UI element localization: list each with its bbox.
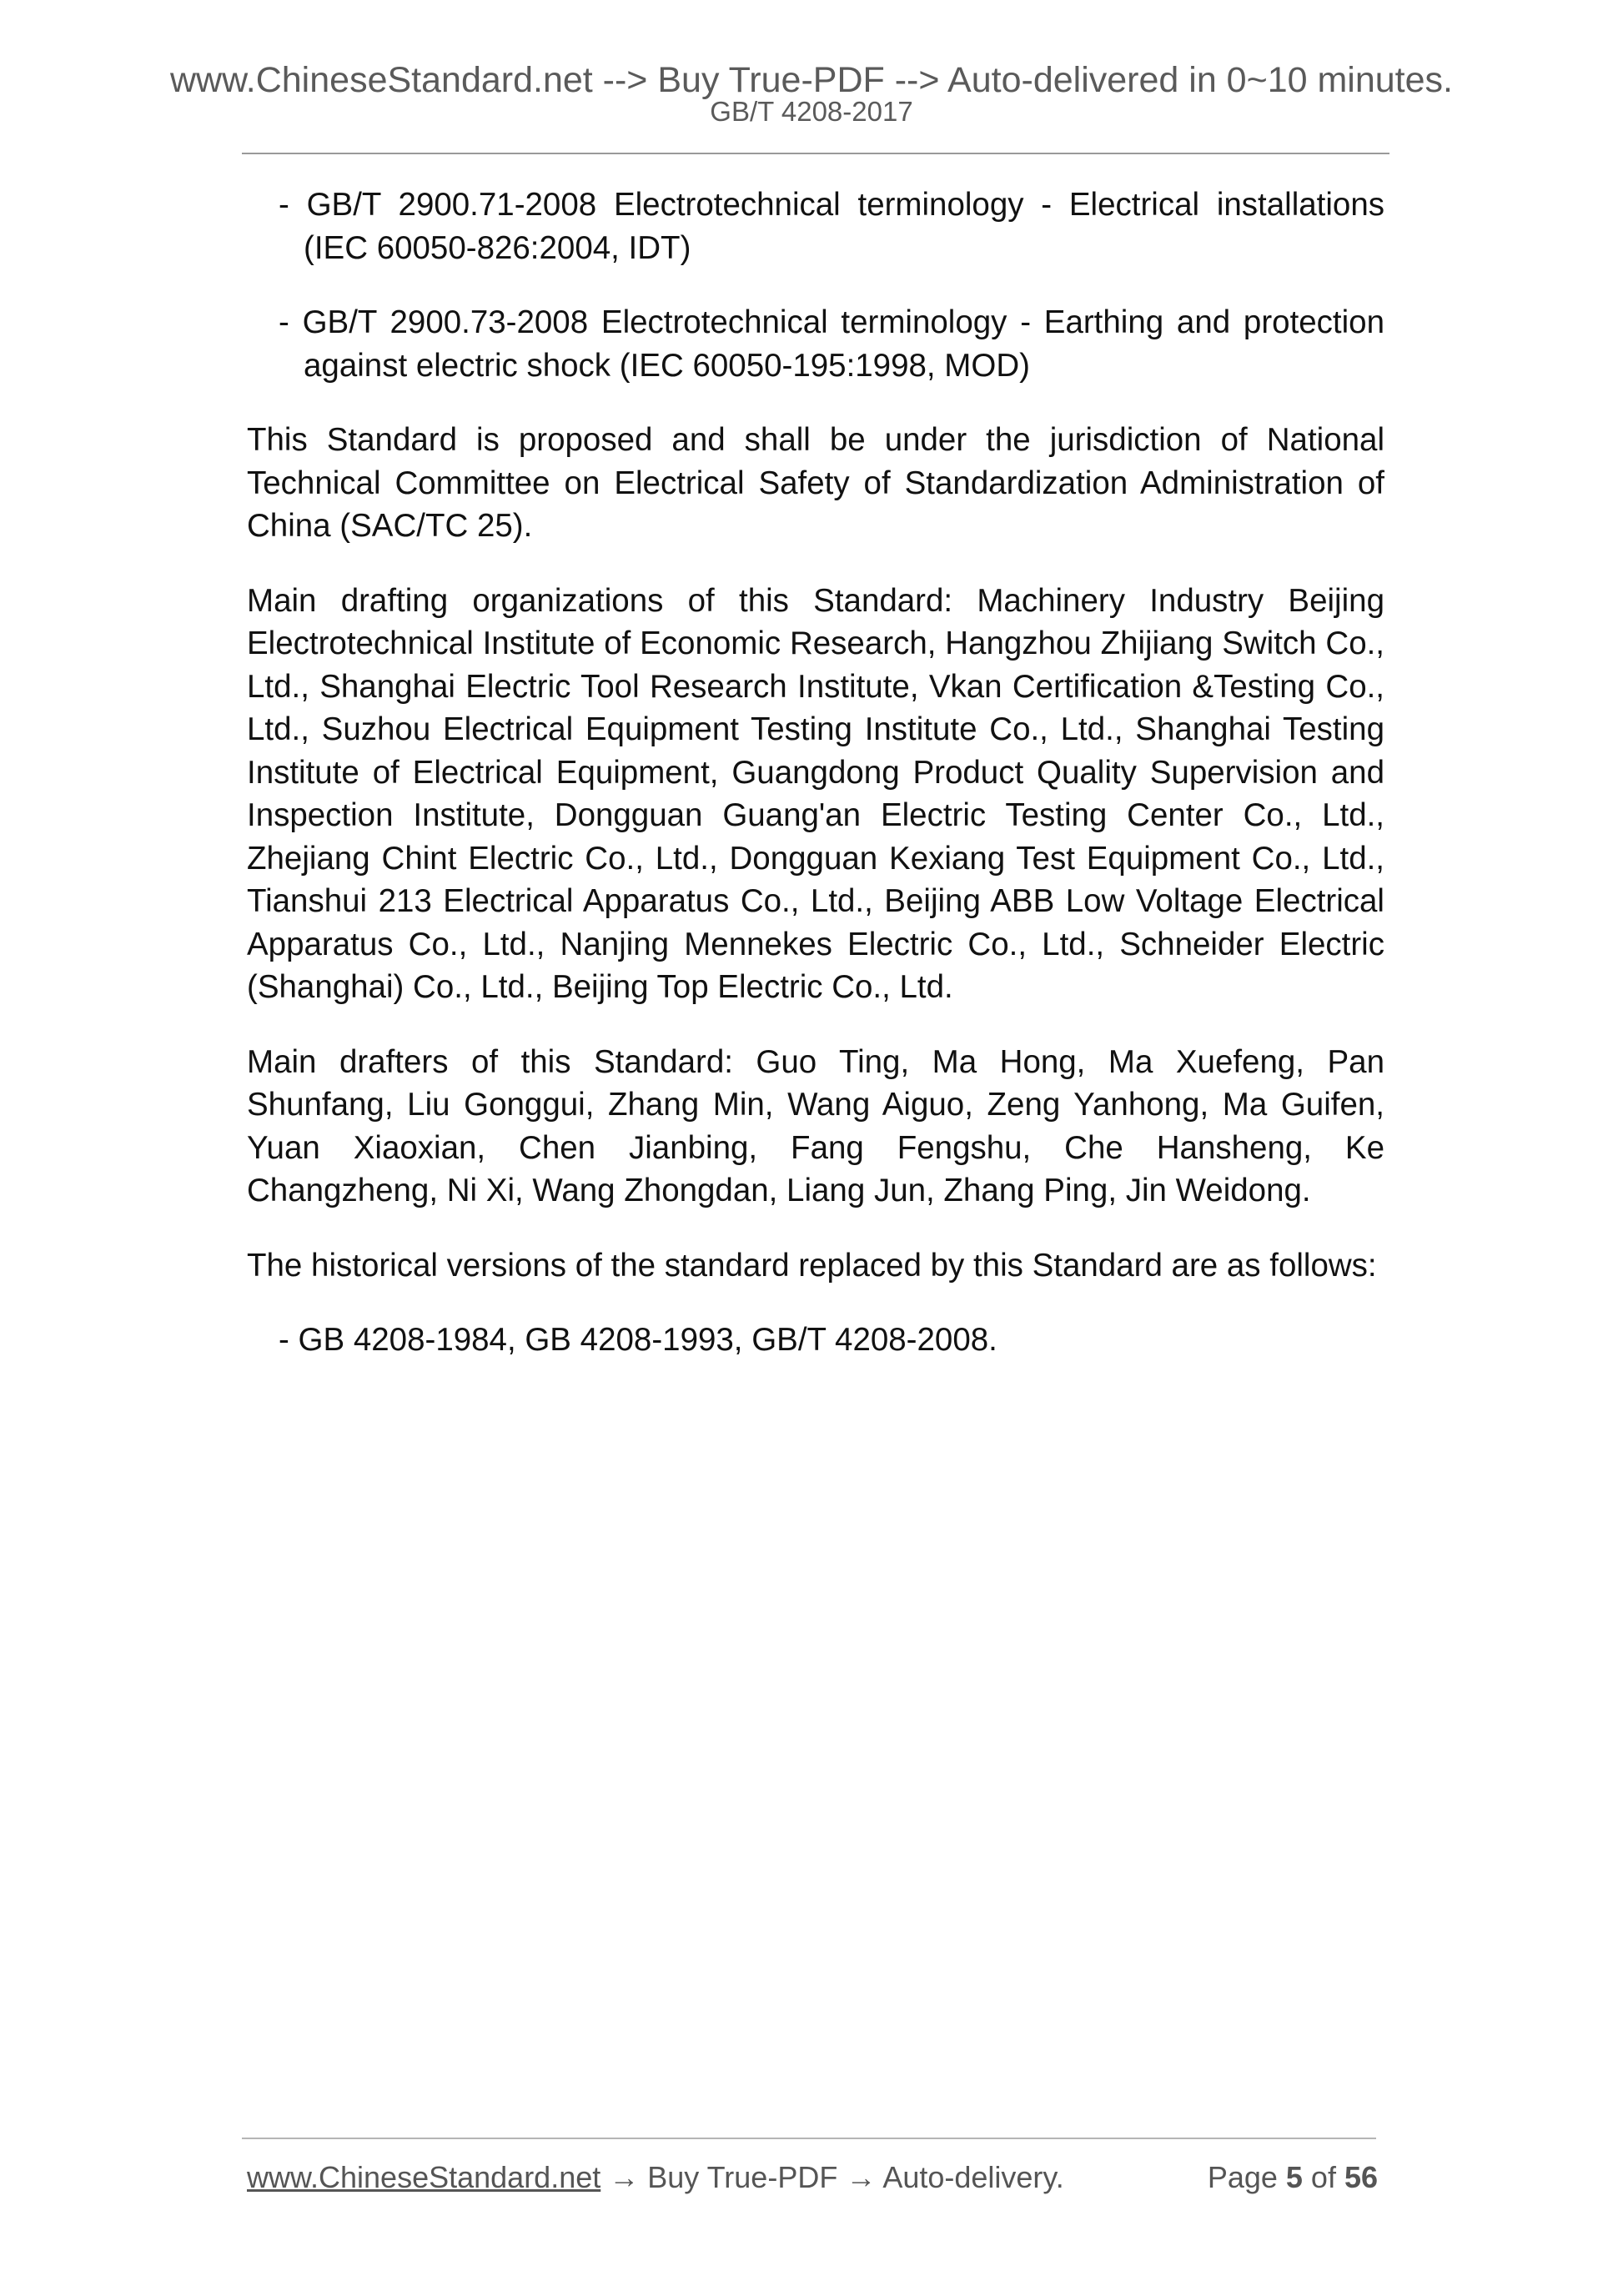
page-current: 5: [1285, 2160, 1303, 2194]
committee-paragraph: This Standard is proposed and shall be under the jurisdiction of National Technical Committee on Electrical Safety of Standardization Administration of China (SAC/TC 25).: [247, 422, 1384, 544]
footer-left: [247, 2160, 1064, 2195]
page-number: [1208, 2160, 1378, 2195]
page-body: [247, 183, 1384, 1394]
footer-divider: [242, 2138, 1376, 2139]
footer-tagline: → Buy True-PDF → Auto-delivery.: [600, 2160, 1064, 2194]
drafters-paragraph: Main drafters of this Standard: Guo Ting, Ma Hong, Ma Xuefeng, Pan Shunfang, Liu Gonggui, Zhang Min, Wang Aiguo, Zeng Yanhong, Ma Guifen, Yuan Xiaoxian, Chen Jianbing, Fang Fengshu, Che Hansheng, Ke Changzheng, Ni Xi, Wang Zhongdan, Liang Jun, Zhang Ping, Jin Weidong.: [247, 1043, 1384, 1208]
page-total: 56: [1344, 2160, 1378, 2194]
header-divider: [242, 153, 1389, 154]
list-item: [247, 301, 1384, 387]
list-item-text: GB 4208-1984, GB 4208-1993, GB/T 4208-2008.: [298, 1322, 997, 1358]
page-of: of: [1302, 2160, 1344, 2194]
page-label: Page: [1207, 2160, 1286, 2194]
list-item-text: GB/T 2900.71-2008 Electrotechnical terminology - Electrical installations (IEC 60050-826:2004, IDT): [304, 187, 1384, 266]
list-item: [247, 1319, 1384, 1362]
historical-versions-paragraph: The historical versions of the standard replaced by this Standard are as follows:: [247, 1247, 1377, 1284]
footer-site-link[interactable]: www.ChineseStandard.net: [247, 2160, 601, 2194]
drafting-organizations-paragraph: Main drafting organizations of this Standard: Machinery Industry Beijing Electrotechnical Institute of Economic Research, Hangzhou Zhijiang Switch Co., Ltd., Shanghai Electric Tool Research Institute, Vkan Certification &Testing Co., Ltd., Suzhou Electrical Equipment Testing Institute Co., Ltd., Shanghai Testing Institute of Electrical Equipment, Guangdong Product Quality Supervision and Inspection Institute, Dongguan Guang'an Electric Testing Center Co., Ltd., Zhejiang Chint Electric Co., Ltd., Dongguan Kexiang Test Equipment Co., Ltd., Tianshui 213 Electrical Apparatus Co., Ltd., Beijing ABB Low Voltage Electrical Apparatus Co., Ltd., Nanjing Mennekes Electric Co., Ltd., Schneider Electric (Shanghai) Co., Ltd., Beijing Top Electric Co., Ltd.: [247, 582, 1384, 1005]
list-item: [247, 183, 1384, 269]
bullet-dash: -: [279, 304, 303, 340]
bullet-dash: -: [279, 1322, 299, 1358]
list-item-text: GB/T 2900.73-2008 Electrotechnical terminology - Earthing and protection against electric shock (IEC 60050-195:1998, MOD): [302, 304, 1384, 384]
bullet-dash: -: [279, 187, 307, 223]
top-banner: www.ChineseStandard.net --> Buy True-PDF --> Auto-delivered in 0~10 minutes.: [169, 60, 1453, 100]
document-id: GB/T 4208-2017: [710, 96, 913, 127]
